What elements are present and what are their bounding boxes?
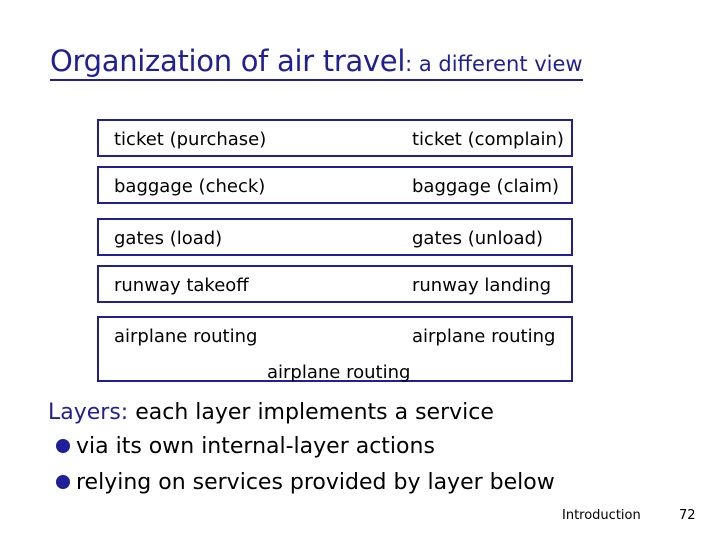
summary-keyword: Layers: [48, 400, 129, 425]
layer-ticket-departure: ticket (purchase) [114, 129, 267, 150]
layer-baggage-departure: baggage (check) [114, 176, 266, 197]
slide-title-sub: : a different view [405, 52, 583, 76]
bullet-item [56, 470, 555, 495]
bullet-icon [56, 439, 70, 453]
layer-airplane-routing [97, 316, 573, 382]
layer-runway-arrival: runway landing [412, 275, 552, 296]
layer-runway [97, 265, 573, 303]
page-number: 72 [679, 508, 696, 523]
layer-ticket-arrival: ticket (complain) [412, 129, 564, 150]
layer-baggage [97, 166, 573, 204]
layer-routing-arrival: airplane routing [412, 326, 556, 347]
layer-gates [97, 218, 573, 256]
slide-title-main: Organization of air travel [50, 44, 406, 78]
slide-title [50, 44, 583, 81]
layer-gates-departure: gates (load) [114, 228, 223, 249]
bullet-item [56, 434, 435, 459]
bullet-icon [56, 475, 70, 489]
summary-line [48, 400, 494, 425]
bullet-text: via its own internal-layer actions [76, 434, 435, 459]
bullet-text: relying on services provided by layer below [76, 470, 555, 495]
layer-baggage-arrival: baggage (claim) [412, 176, 560, 197]
layer-gates-arrival: gates (unload) [412, 228, 544, 249]
summary-text: each layer implements a service [128, 400, 494, 425]
layer-routing-departure: airplane routing [114, 326, 258, 347]
layer-ticket [97, 119, 573, 157]
layer-runway-departure: runway takeoff [114, 275, 249, 296]
footer-section: Introduction [562, 508, 641, 523]
layer-routing-middle: airplane routing [267, 362, 411, 383]
